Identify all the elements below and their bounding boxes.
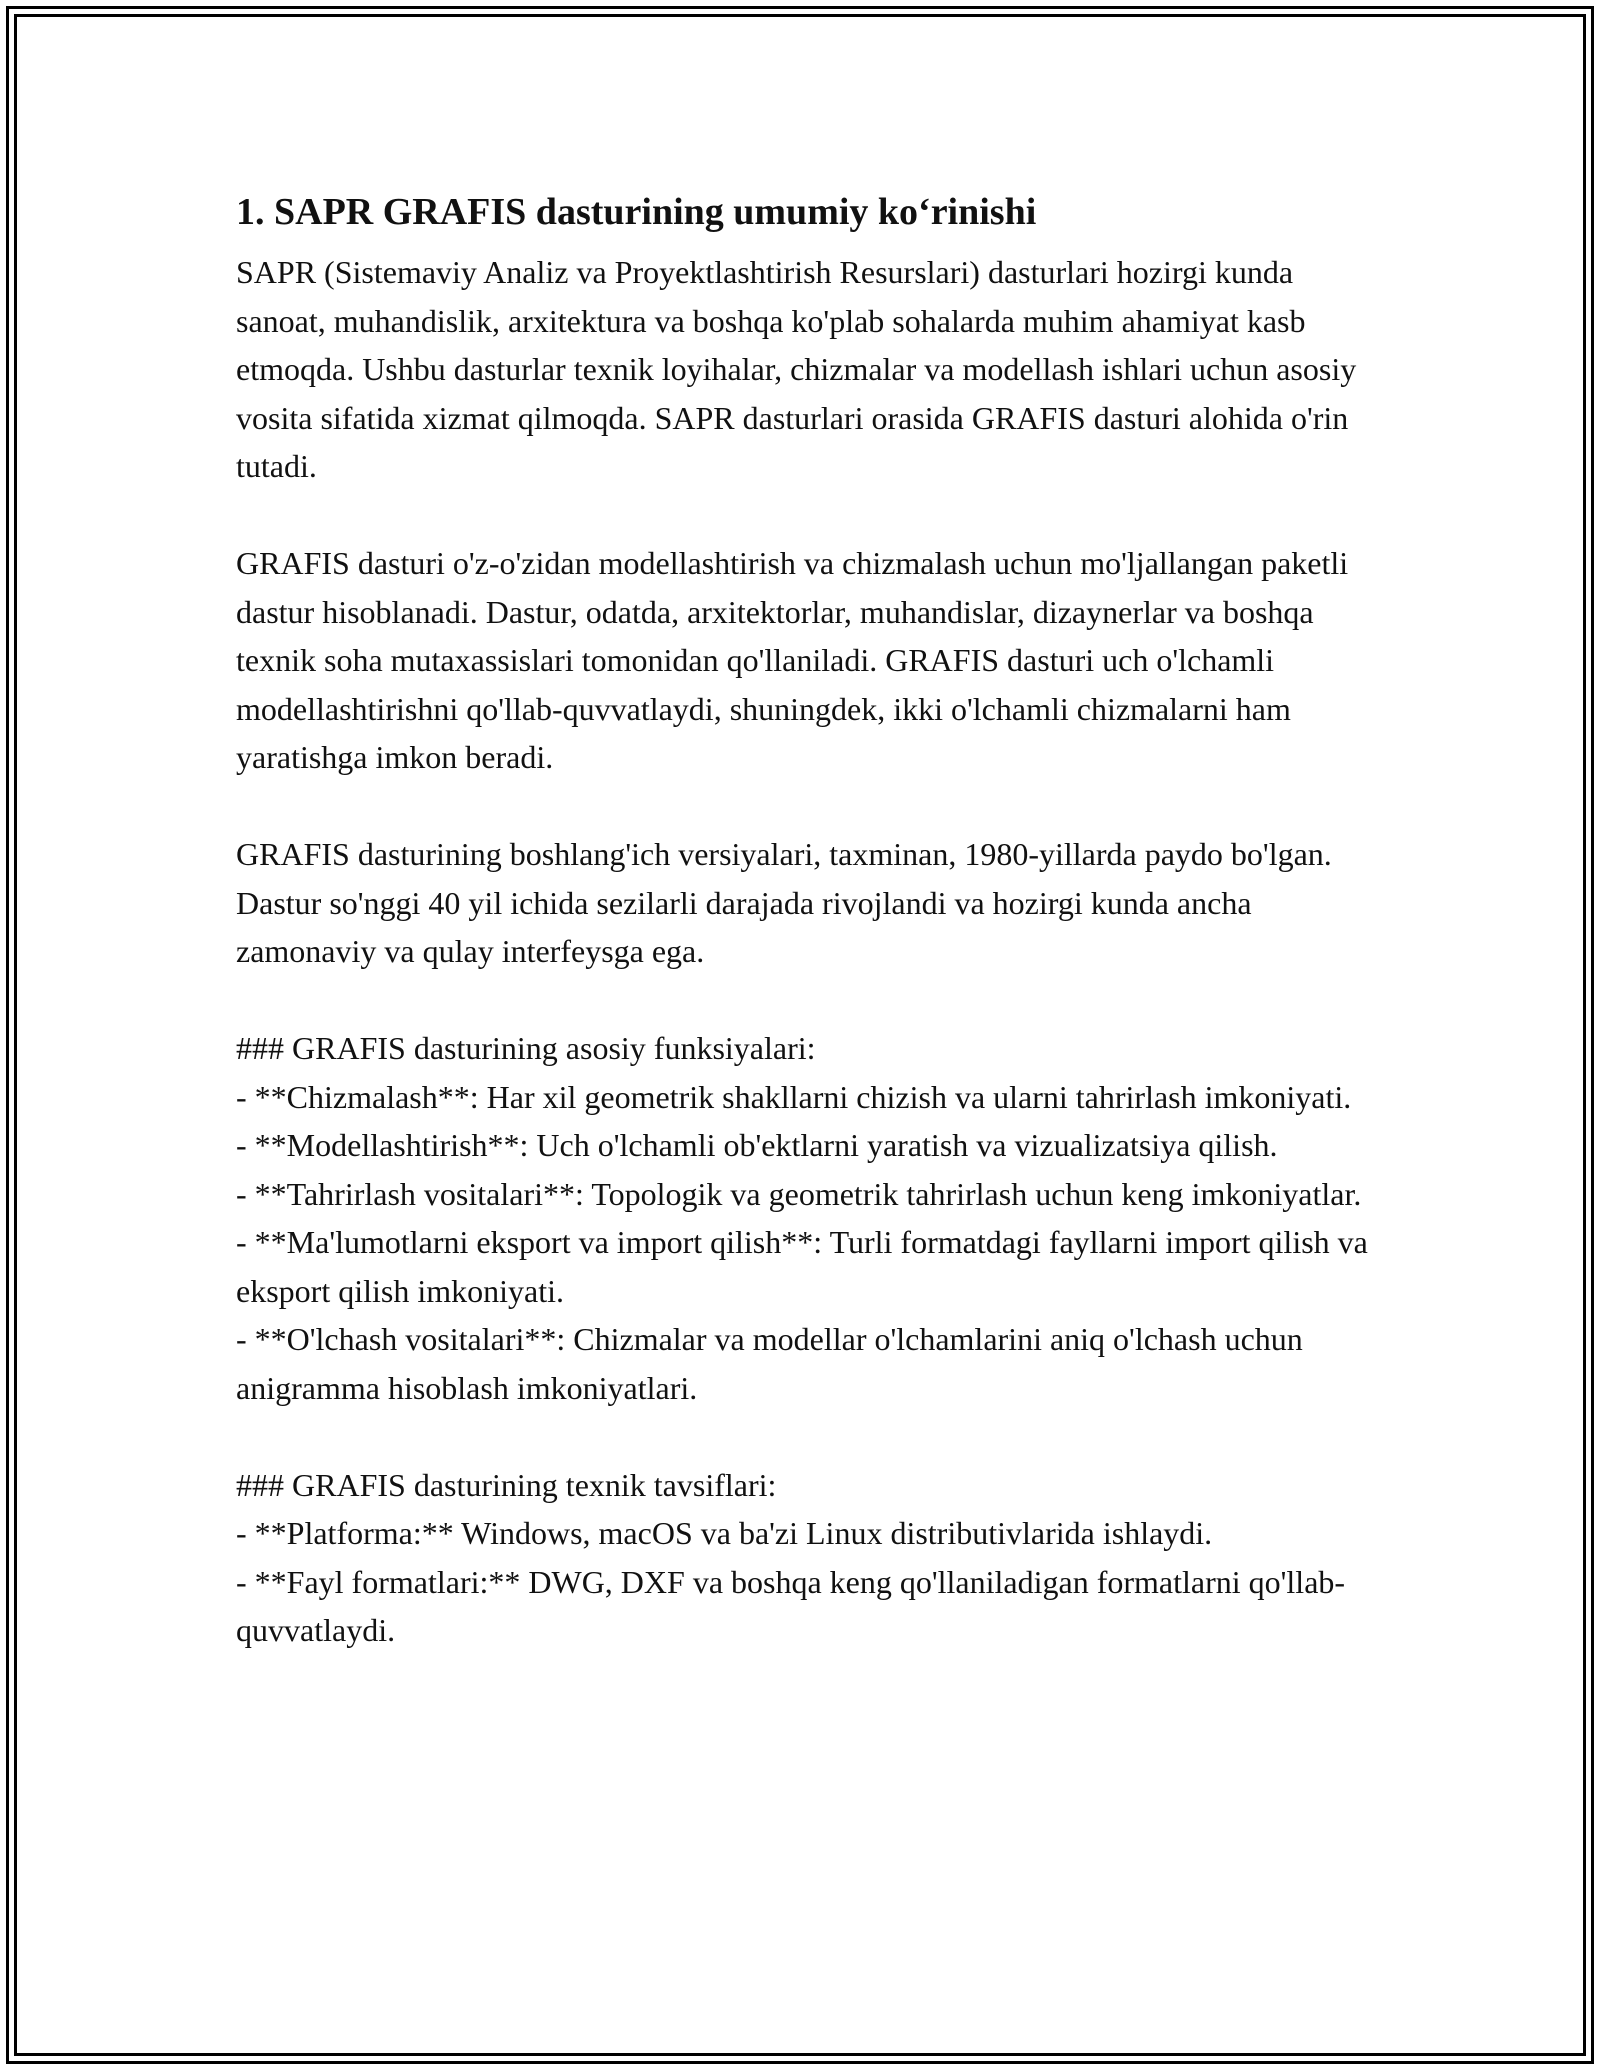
paragraph-grafis-overview: GRAFIS dasturi o'z-o'zidan modellashtirish va chizmalash uchun mo'ljallangan paketli dastur hisoblanadi. Dastur, odatda, arxitektorlar, muhandislar, dizaynerlar va boshqa texnik soha mutaxassislari tomonidan qo'llaniladi. GRAFIS dasturi uch o'lchamli modellashtirishni qo'llab-quvvatlaydi, shuningdek, ikki o'lchamli chizmalarni ham yaratishga imkon beradi. bbox=[236, 545, 1349, 775]
paragraph-intro: SAPR (Sistemaviy Analiz va Proyektlashtirish Resurslari) dasturlari hozirgi kunda sanoat, muhandislik, arxitektura va boshqa ko'plab sohalarda muhim ahamiyat kasb etmoqda. Ushbu dasturlar texnik loyihalar, chizmalar va modellash ishlari uchun asosiy vosita sifatida xizmat qilmoqda. SAPR dasturlari orasida GRAFIS dasturi alohida o'rin tutadi. bbox=[236, 254, 1357, 484]
list-item: - **O'lchash vositalari**: Chizmalar va modellar o'lchamlarini aniq o'lchash uchun anigramma hisoblash imkoniyatlari. bbox=[236, 1321, 1303, 1406]
specs-heading: ### GRAFIS dasturining texnik tavsiflari: bbox=[236, 1466, 777, 1503]
document-body bbox=[236, 186, 1376, 1703]
specs-section bbox=[236, 1461, 1376, 1655]
list-item: - **Chizmalash**: Har xil geometrik shakllarni chizish va ularni tahrirlash imkoniyati. bbox=[236, 1078, 1352, 1115]
list-item: - **Tahrirlash vositalari**: Topologik va geometrik tahrirlash uchun keng imkoniyatlar. bbox=[236, 1175, 1362, 1212]
list-item: - **Fayl formatlari:** DWG, DXF va boshqa keng qo'llaniladigan formatlarni qo'llab-quvvatlaydi. bbox=[236, 1563, 1346, 1648]
list-item: - **Ma'lumotlarni eksport va import qilish**: Turli formatdagi fayllarni import qilish va eksport qilish imkoniyati. bbox=[236, 1224, 1368, 1309]
functions-section bbox=[236, 1024, 1376, 1412]
document-title: 1. SAPR GRAFIS dasturining umumiy ko‘rinishi bbox=[236, 191, 1037, 233]
functions-heading: ### GRAFIS dasturining asosiy funksiyalari: bbox=[236, 1030, 816, 1066]
paragraph-grafis-history: GRAFIS dasturining boshlang'ich versiyalari, taxminan, 1980-yillarda paydo bo'lgan. Dastur so'nggi 40 yil ichida sezilarli darajada rivojlandi va hozirgi kunda ancha zamonaviy va qulay interfeysga ega. bbox=[236, 836, 1332, 969]
list-item: - **Modellashtirish**: Uch o'lchamli ob'ektlarni yaratish va vizualizatsiya qilish. bbox=[236, 1127, 1278, 1163]
list-item: - **Platforma:** Windows, macOS va ba'zi Linux distributivlarida ishlaydi. bbox=[236, 1515, 1213, 1551]
